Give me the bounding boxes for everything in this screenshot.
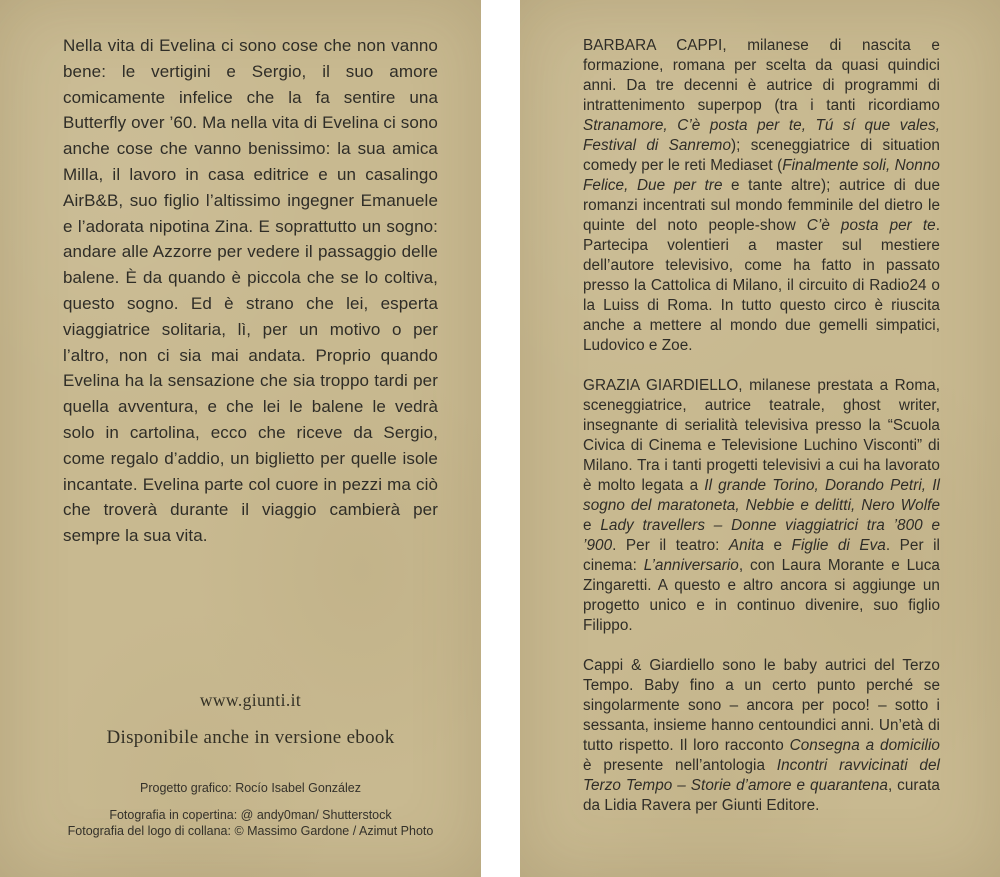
text-run: e — [764, 537, 792, 554]
italic-text-run: Stranamore, C’è posta per te, Tú sí que vales, Festival di Sanremo — [583, 117, 940, 154]
text-run: BARBARA CAPPI, milanese di nascita e formazione, romana per scelta da quasi quindici anni. Da tre decenni è autrice di programmi di intrattenimento superpop (tra i tanti ricordiamo — [583, 37, 940, 114]
italic-text-run: Il grande Torino, Dorando Petri, Il sogno del maratoneta, Nebbie e delitti, Nero Wolfe — [583, 477, 940, 514]
italic-text-run: Anita — [728, 537, 765, 554]
ebook-availability-note: Disponibile anche in versione ebook — [106, 727, 395, 748]
text-run: GRAZIA GIARDIELLO, milanese prestata a Roma, sceneggiatrice, autrice teatrale, ghost writer, insegnante di serialità televisiva presso la “Scuola Civica di Cinema e Televisione Luchino Visconti” di Milano. Tra i tanti progetti televisivi a cui ha lavorato è molto legata a — [583, 377, 940, 494]
text-run: , con Laura Morante e Luca Zingaretti. A questo e altro ancora si aggiunge un progetto unico e in continuo divenire, suo figlio Filippo. — [583, 557, 940, 634]
left-flap — [0, 0, 481, 877]
right-flap — [520, 0, 1000, 877]
bio-paragraph — [583, 376, 940, 636]
photo-credits — [63, 808, 438, 839]
bio-paragraph — [583, 36, 940, 356]
text-run: . Per il teatro: — [612, 537, 729, 554]
italic-text-run: Incontri ravvicinati del Terzo Tempo – Storie d’amore e quarantena — [583, 757, 940, 794]
italic-text-run: Finalmente soli, Nonno Felice, Due per tre — [583, 157, 940, 194]
text-run: , curata da Lidia Ravera per Giunti Editore. — [583, 777, 940, 814]
synopsis-paragraph — [63, 33, 438, 549]
credit-line: Fotografia del logo di collana: © Massimo Gardone / Azimut Photo — [67, 823, 434, 838]
text-run: . Partecipa volentieri a master sul mestiere dell’autore televisivo, come ha fatto in passato presso la Cattolica di Milano, il circuito di Radio24 o la Luiss di Roma. In tutto questo circo è riuscita anche a mettere al mondo due gemelli simpatici, Ludovico e Zoe. — [583, 217, 940, 354]
italic-text-run: Consegna a domicilio — [789, 737, 940, 754]
author-bios — [583, 36, 940, 816]
text-run: e tante altre); autrice di due romanzi incentrati sul mondo femminile del dietro le quinte del noto people-show — [583, 177, 940, 234]
text-run: ); sceneggiatrice di situation comedy per le reti Mediaset ( — [583, 137, 940, 174]
left-flap-footer — [63, 690, 438, 839]
italic-text-run: Figlie di Eva — [791, 537, 886, 554]
graphic-design-credit: Progetto grafico: Rocío Isabel González — [140, 781, 361, 795]
text-run: Cappi & Giardiello sono le baby autrici del Terzo Tempo. Baby fino a un certo punto perché se singolarmente sono – ancora per poco! – sotto i sessanta, insieme hanno centoundici anni. Un’età di tutto rispetto. Il loro racconto — [583, 657, 940, 754]
text-run: e — [583, 517, 601, 534]
text-run: Nella vita di Evelina ci sono cose che non vanno bene: le vertigini e Sergio, il suo amore comicamente infelice che la fa sentire una Butterfly over ’60. Ma nella vita di Evelina ci sono anche cose che vanno benissimo: la sua amica Milla, il lavoro in casa editrice e un casalingo AirB&B, suo figlio l’altissimo ingegner Emanuele e l’adorata nipotina Zina. E soprattutto un sogno: andare alle Azzorre per vedere il passaggio delle balene. È da quando è piccola che se lo coltiva, questo sogno. Ed è strano che lei, esperta viaggiatrice solitaria, lì, per un motivo o per l’altro, non ci sia mai andata. Proprio quando Evelina ha la sensazione che sia troppo tardi per quella avventura, e che lei le balene le vedrà solo in cartolina, ecco che riceve da Sergio, come regalo d’addio, un biglietto per quelle isole incantate. Evelina parte col cuore in pezzi ma ciò che troverà durante il viaggio cambierà per sempre la sua vita. — [63, 36, 438, 546]
text-run: . Per il cinema: — [583, 537, 940, 574]
italic-text-run: Lady travellers – Donne viaggiatrici tra ’800 e ’900 — [583, 517, 941, 554]
publisher-website: www.giunti.it — [199, 690, 302, 710]
italic-text-run: L’anniversario — [643, 557, 739, 574]
italic-text-run: C’è posta per te — [806, 217, 936, 234]
credit-line: Fotografia in copertina: @ andy0man/ Shutterstock — [109, 808, 392, 822]
text-run: è presente nell’antologia — [583, 757, 777, 774]
bio-paragraph — [583, 656, 940, 816]
flap-divider-gap — [481, 0, 520, 877]
